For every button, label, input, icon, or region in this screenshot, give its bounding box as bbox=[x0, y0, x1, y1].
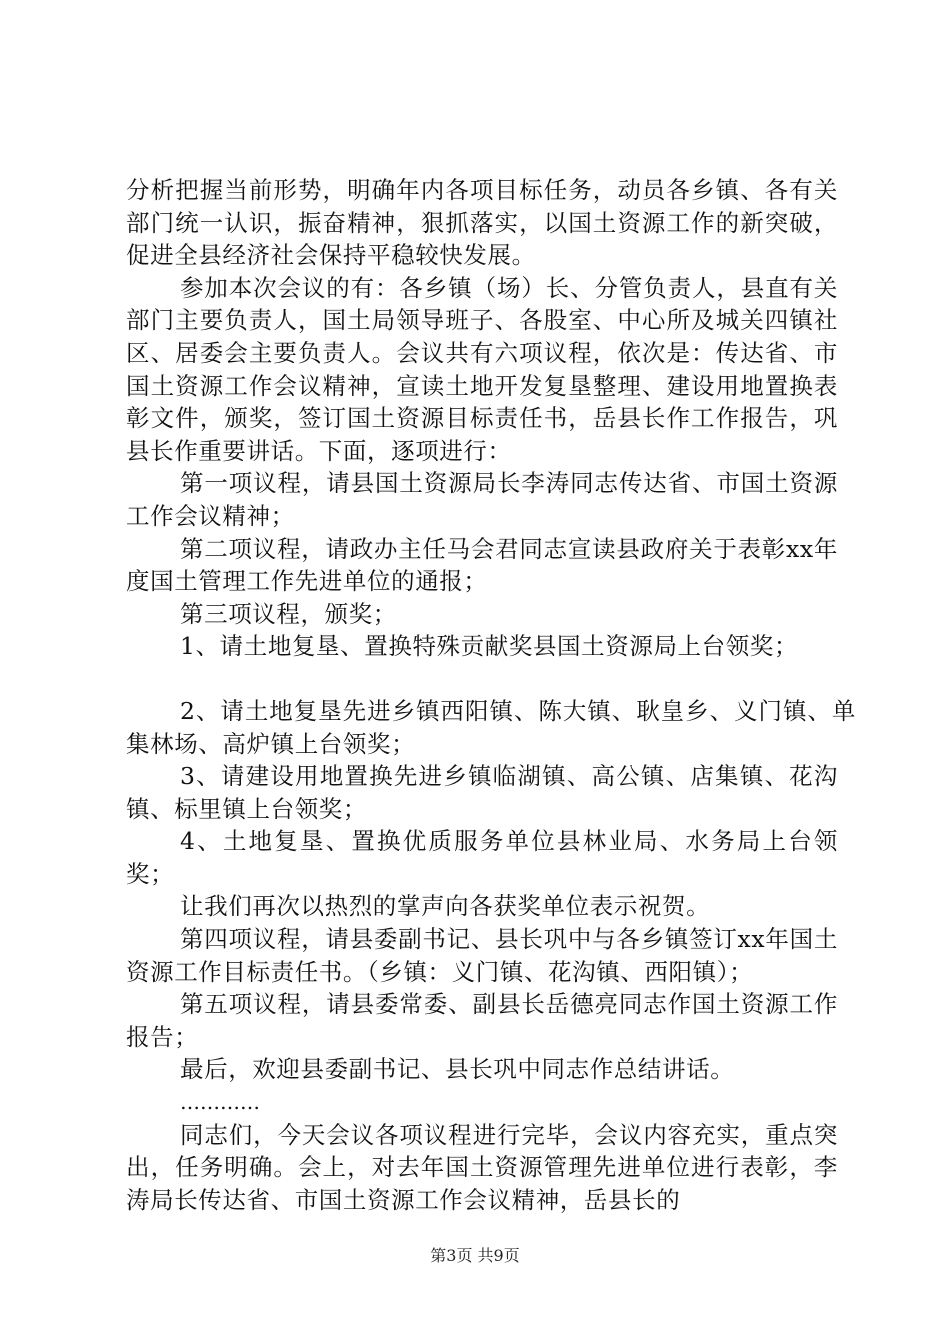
paragraph-summary: 同志们，今天会议各项议程进行完毕，会议内容充实，重点突出，任务明确。会上，对去年国土资源管理先进单位进行表彰，李涛局长传达省、市国土资源工作会议精神，岳县长的 bbox=[126, 1120, 838, 1214]
paragraph-closing-speech: 最后，欢迎县委副书记、县长巩中同志作总结讲话。 bbox=[180, 1055, 735, 1084]
paragraph-agenda-item-5: 第五项议程，请县委常委、副县长岳德亮同志作国土资源工作报告； bbox=[126, 990, 838, 1051]
page-number-footer: 第3页 共9页 bbox=[430, 1246, 520, 1265]
paragraph-agenda-item-4: 第四项议程，请县委副书记、县长巩中与各乡镇签订xx年国土资源工作目标责任书。（乡镇：义门镇、花沟镇、西阳镇）； bbox=[126, 925, 838, 986]
paragraph-intro-continued: 分析把握当前形势，明确年内各项目标任务，动员各乡镇、各有关部门统一认识，振奋精神，狠抓落实，以国土资源工作的新突破，促进全县经济社会保持平稳较快发展。 bbox=[126, 176, 838, 270]
paragraph-award-2: 2、请土地复垦先进乡镇西阳镇、陈大镇、耿皇乡、义门镇、单集林场、高炉镇上台领奖； bbox=[126, 696, 856, 758]
ellipsis-separator: ………… bbox=[180, 1090, 260, 1115]
paragraph-award-4: 4、土地复垦、置换优质服务单位县林业局、水务局上台领奖； bbox=[126, 827, 838, 888]
document-body bbox=[126, 174, 856, 1216]
paragraph-attendees-agenda: 参加本次会议的有：各乡镇（场）长、分管负责人，县直有关部门主要负责人，国土局领导班子、各股室、中心所及城关四镇社区、居委会主要负责人。会议共有六项议程，依次是：传达省、市国土资源工作会议精神，宣读土地开发复垦整理、建设用地置换表彰文件，颁奖，签订国土资源目标责任书，岳县长作工作报告，巩县长作重要讲话。下面，逐项进行： bbox=[126, 273, 838, 465]
paragraph-award-1: 1、请土地复垦、置换特殊贡献奖县国土资源局上台领奖； bbox=[180, 632, 799, 661]
paragraph-agenda-item-2: 第二项议程，请政办主任马会君同志宣读县政府关于表彰xx年度国土管理工作先进单位的通报； bbox=[126, 534, 838, 596]
paragraph-congratulations: 让我们再次以热烈的掌声向各获奖单位表示祝贺。 bbox=[180, 892, 711, 921]
paragraph-agenda-item-1: 第一项议程，请县国土资源局长李涛同志传达省、市国土资源工作会议精神； bbox=[126, 469, 838, 530]
paragraph-agenda-item-3: 第三项议程，颁奖； bbox=[180, 599, 397, 628]
paragraph-award-3: 3、请建设用地置换先进乡镇临湖镇、高公镇、店集镇、花沟镇、标里镇上台领奖； bbox=[126, 762, 838, 823]
